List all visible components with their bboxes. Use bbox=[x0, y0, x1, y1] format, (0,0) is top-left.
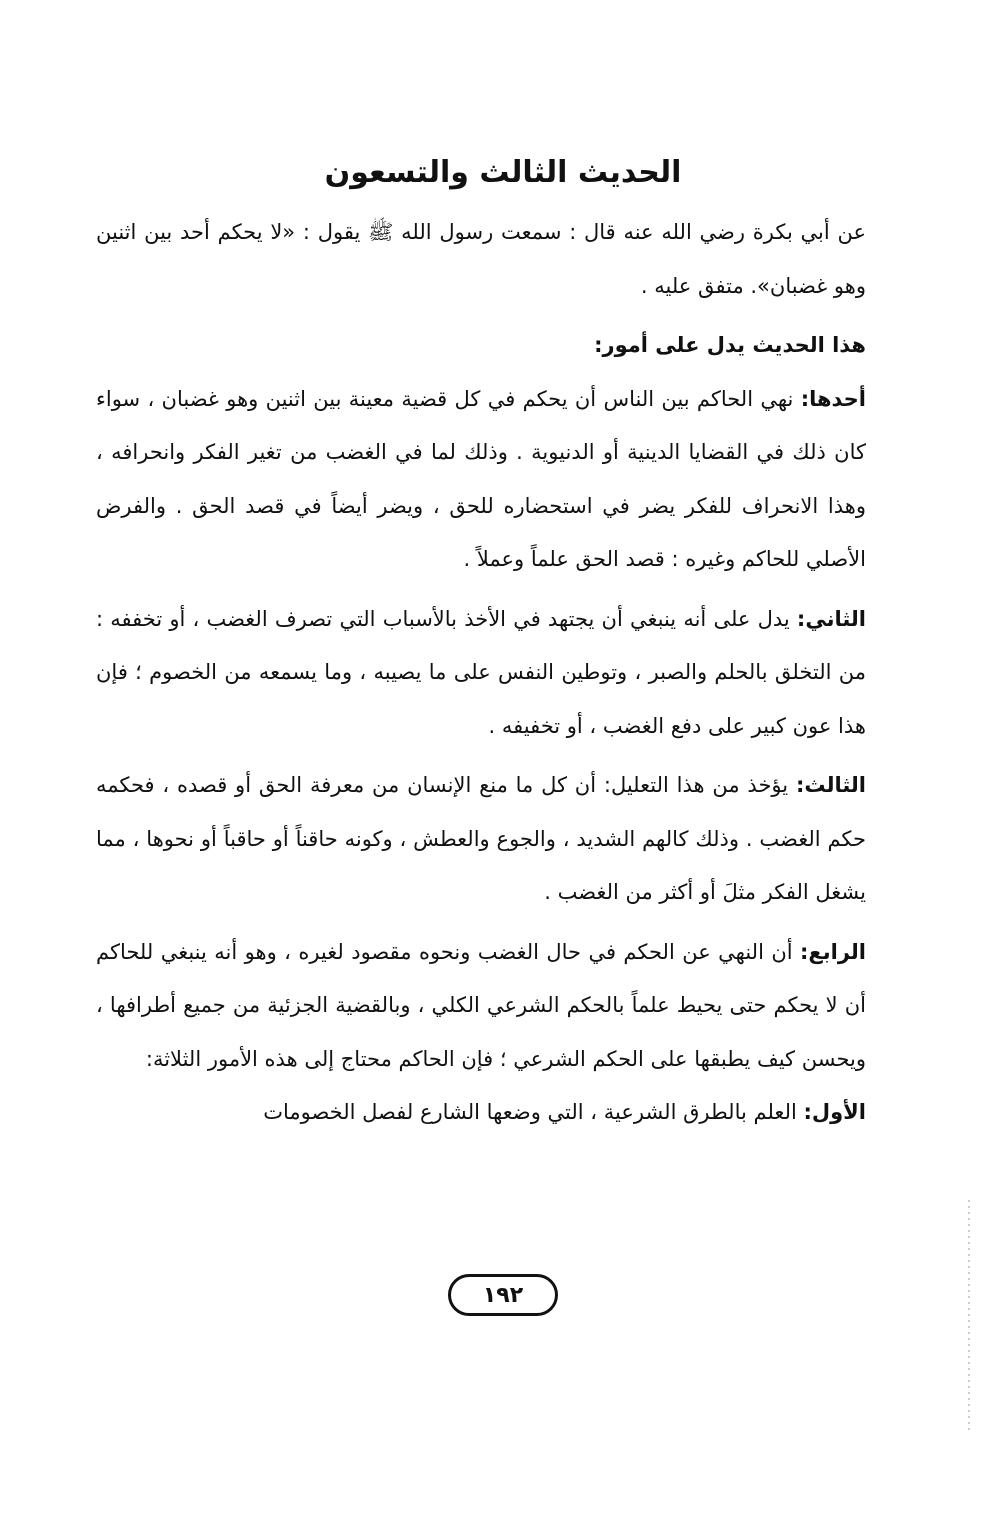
paragraph-text: يؤخذ من هذا التعليل: أن كل ما منع الإنسان من معرفة الحق أو قصده ، فحكمه حكم الغضب . وذلك كالهم الشديد ، والجوع والعطش ، وكونه حاقناً أو حاقباً أو نحوها ، مما يشغل الفكر مثلَ أو أكثر من الغضب . bbox=[96, 773, 866, 904]
paragraph-lead: أحدها: bbox=[800, 386, 866, 411]
paragraph-lead: الثاني: bbox=[796, 606, 866, 631]
point-one-paragraph bbox=[96, 373, 866, 587]
point-four-paragraph bbox=[96, 926, 866, 1087]
paragraph-text: يدل على أنه ينبغي أن يجتهد في الأخذ بالأسباب التي تصرف الغضب ، أو تخففه : من التخلق بالحلم والصبر ، وتوطين النفس على ما يصيبه ، وما يسمعه من الخصوم ؛ فإن هذا عون كبير على دفع الغضب ، أو تخفيفه . bbox=[96, 606, 866, 738]
paragraph-text: العلم بالطرق الشرعية ، التي وضعها الشارع لفصل الخصومات bbox=[263, 1100, 804, 1124]
page-title: الحديث الثالث والتسعون bbox=[324, 155, 682, 191]
body-text bbox=[96, 206, 866, 1140]
paragraph-lead: هذا الحديث يدل على أمور: bbox=[594, 333, 866, 357]
page-number-badge: ١٩٢ bbox=[448, 1274, 558, 1316]
paragraph-lead: الرابع: bbox=[800, 939, 866, 964]
paragraph-text: نهي الحاكم بين الناس أن يحكم في كل قضية معينة بين اثنين وهو غضبان ، سواء كان ذلك في القضايا الدينية أو الدنيوية . وذلك لما في الغضب من تغير الفكر وانحرافه ، وهذا الانحراف للفكر يضر في استحضاره للحق ، ويضر أيضاً في قصد الحق . والفرض الأصلي للحاكم وغيره : قصد الحق علماً وعملاً . bbox=[96, 386, 866, 571]
point-three-paragraph bbox=[96, 759, 866, 920]
intro-paragraph bbox=[96, 319, 866, 373]
paragraph-lead: الأول: bbox=[803, 1100, 866, 1124]
first-requirement-paragraph bbox=[96, 1086, 866, 1140]
point-two-paragraph bbox=[96, 593, 866, 754]
scan-edge-mark bbox=[968, 1200, 970, 1430]
paragraph-text: عن أبي بكرة رضي الله عنه قال : سمعت رسول الله ﷺ يقول : «لا يحكم أحد بين اثنين وهو غضبان». متفق عليه . bbox=[96, 220, 866, 298]
page-footer bbox=[0, 1274, 1006, 1316]
hadith-paragraph bbox=[96, 206, 866, 313]
paragraph-lead: الثالث: bbox=[795, 773, 866, 797]
paragraph-text: أن النهي عن الحكم في حال الغضب ونحوه مقصود لغيره ، وهو أنه ينبغي للحاكم أن لا يحكم حتى يحيط علماً بالحكم الشرعي الكلي ، وبالقضية الجزئية من جميع أطرافها ، ويحسن كيف يطبقها على الحكم الشرعي ؛ فإن الحاكم محتاج إلى هذه الأمور الثلاثة: bbox=[96, 939, 866, 1071]
